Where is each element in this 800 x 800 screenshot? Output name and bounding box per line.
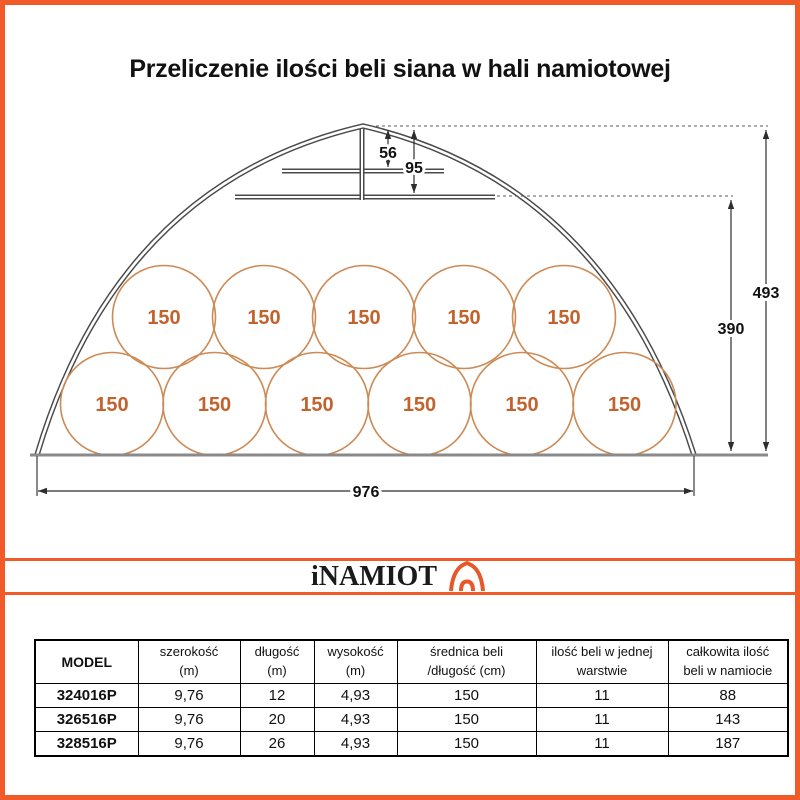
cell-height: 4,93 xyxy=(314,708,397,732)
cell-bales-per-layer: 11 xyxy=(536,684,668,708)
cell-length: 26 xyxy=(240,732,314,757)
cell-total-bales: 88 xyxy=(668,684,788,708)
dim-56-label: 56 xyxy=(379,145,397,162)
header-length: długość (m) xyxy=(240,640,314,684)
cell-model: 324016P xyxy=(35,684,138,708)
dim-390-label: 390 xyxy=(717,321,745,338)
table-row xyxy=(35,684,788,708)
hay-bale-label: 150 xyxy=(607,394,642,416)
hay-bale-label: 150 xyxy=(547,307,581,329)
table-row xyxy=(35,732,788,757)
cell-bales-per-layer: 11 xyxy=(536,732,668,757)
cell-bale-diameter: 150 xyxy=(397,684,536,708)
logo-band xyxy=(5,558,795,595)
table-row xyxy=(35,708,788,732)
hay-bale-label: 150 xyxy=(197,394,232,416)
page-title: Przeliczenie ilości beli siana w hali namiotowej xyxy=(129,55,671,83)
cell-bale-diameter: 150 xyxy=(397,708,536,732)
hay-bale-label: 150 xyxy=(347,307,381,329)
cell-total-bales: 143 xyxy=(668,708,788,732)
hay-bale-label: 150 xyxy=(505,394,539,416)
hay-bale-label: 150 xyxy=(247,307,281,329)
header-bale-diameter: średnica beli /długość (cm) xyxy=(397,640,536,684)
cell-height: 4,93 xyxy=(314,684,397,708)
header-bales-per-layer: ilość beli w jednej warstwie xyxy=(536,640,668,684)
dim-976-label: 976 xyxy=(352,484,380,501)
hay-bale-label: 150 xyxy=(147,307,181,329)
cell-total-bales: 187 xyxy=(668,732,788,757)
tent-diagram xyxy=(0,5,800,550)
cell-height: 4,93 xyxy=(314,732,397,757)
header-total-bales: całkowita ilość beli w namiocie xyxy=(668,640,788,684)
cell-width: 9,76 xyxy=(138,732,240,757)
dim-493-label: 493 xyxy=(752,285,780,302)
cell-model: 326516P xyxy=(35,708,138,732)
cell-width: 9,76 xyxy=(138,684,240,708)
hay-bale-label: 150 xyxy=(402,394,437,416)
cell-bale-diameter: 150 xyxy=(397,732,536,757)
cell-width: 9,76 xyxy=(138,708,240,732)
table-header-row xyxy=(35,640,788,684)
tent-outline-inner xyxy=(37,126,694,455)
dim-95-label: 95 xyxy=(405,160,423,177)
hay-bale-label: 150 xyxy=(447,307,481,329)
header-model: MODEL xyxy=(35,640,138,684)
hay-bale-label: 150 xyxy=(95,394,129,416)
cell-bales-per-layer: 11 xyxy=(536,708,668,732)
hay-bale-label: 150 xyxy=(300,394,334,416)
cell-length: 12 xyxy=(240,684,314,708)
tent-logo-icon xyxy=(445,561,489,592)
logo-text: iNAMIOT xyxy=(311,560,437,592)
tent-outline xyxy=(37,126,694,455)
cell-model: 328516P xyxy=(35,732,138,757)
header-height: wysokość (m) xyxy=(314,640,397,684)
hay-bales-group xyxy=(61,266,677,456)
header-width: szerokość (m) xyxy=(138,640,240,684)
spec-table xyxy=(34,639,789,757)
cell-length: 20 xyxy=(240,708,314,732)
